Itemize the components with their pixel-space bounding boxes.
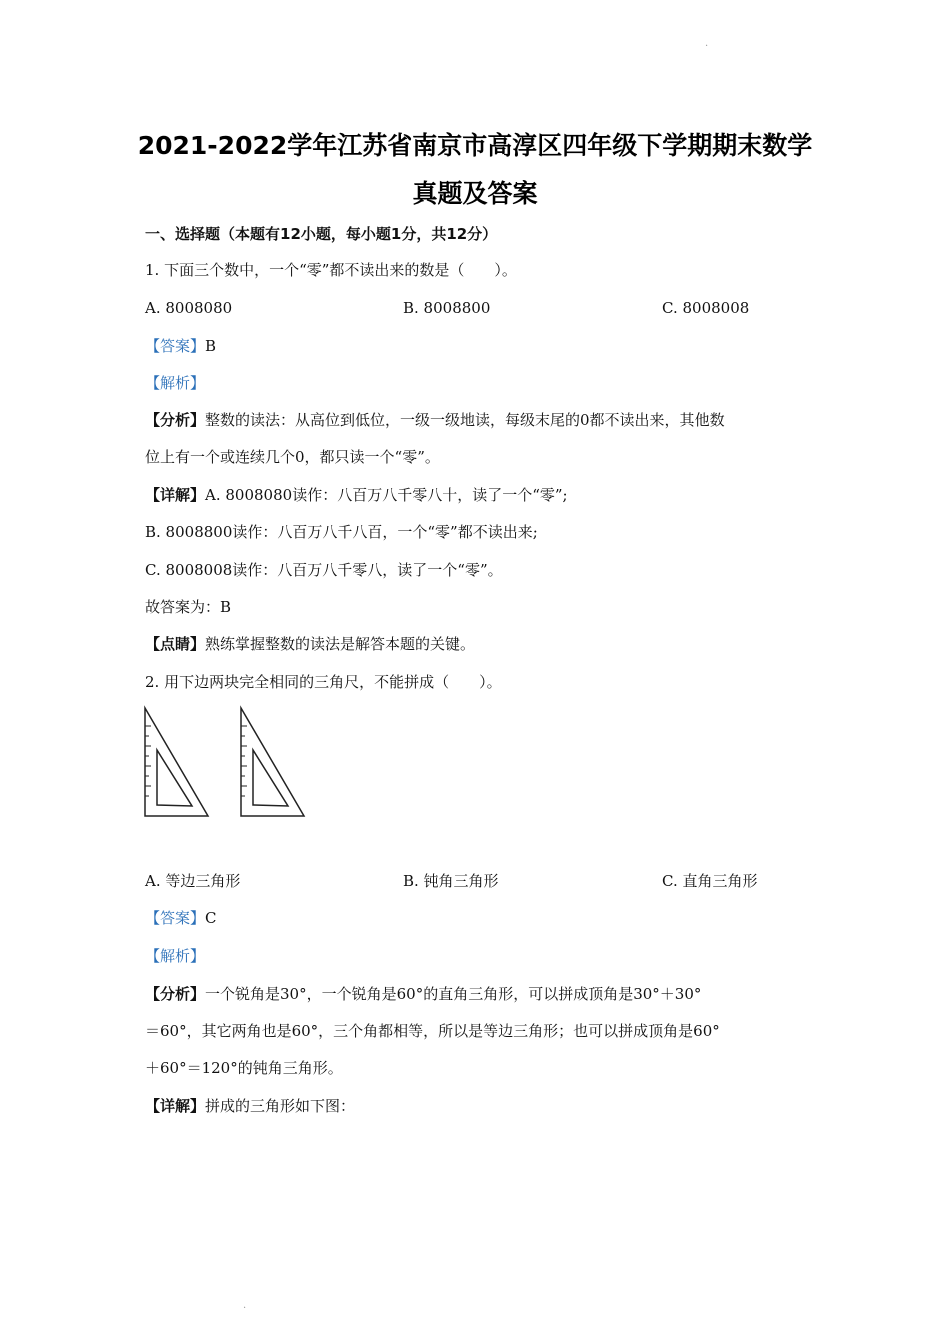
q1-answer — [145, 336, 216, 356]
q1-option-c: C. 8008008 — [662, 299, 750, 317]
q2-detail-text: 拼成的三角形如下图： — [205, 1097, 356, 1115]
q1-option-b: B. 8008800 — [403, 299, 491, 317]
q2-answer-value: C — [205, 909, 217, 927]
q2-fenxi-1 — [145, 984, 701, 1004]
q2-fenxi-tag: 【分析】 — [145, 985, 206, 1003]
section-heading: 一、选择题（本题有12小题，每小题1分，共12分） — [145, 225, 498, 243]
q2-option-a: A. 等边三角形 — [145, 872, 241, 890]
title-line-2: 真题及答案 — [412, 179, 538, 208]
q1-option-a: A. 8008080 — [145, 299, 233, 317]
q2-option-c: C. 直角三角形 — [662, 872, 758, 890]
q1-dianjing — [145, 634, 475, 654]
q1-detail-tag: 【详解】 — [145, 486, 206, 504]
set-square-right — [236, 704, 308, 820]
q1-fenxi-text-1: 整数的读法：从高位到低位，一级一级地读，每级末尾的0都不读出来，其他数 — [205, 411, 725, 429]
q2-answer — [145, 908, 217, 928]
q2-option-b: B. 钝角三角形 — [403, 872, 499, 890]
q1-dianjing-tag: 【点睛】 — [145, 635, 206, 653]
q2-analysis-tag: 【解析】 — [145, 947, 206, 965]
q1-fenxi-tag: 【分析】 — [145, 411, 206, 429]
q2-fenxi-3: ＋60°＝120°的钝角三角形。 — [145, 1059, 343, 1077]
q1-detail-b: B. 8008800读作：八百万八千八百，一个“零”都不读出来; — [145, 523, 538, 541]
q2-stem: 2. 用下边两块完全相同的三角尺，不能拼成（ ）。 — [145, 673, 502, 691]
footer-mark: . — [243, 1300, 247, 1311]
q1-detail-c: C. 8008008读作：八百万八千零八，读了一个“零”。 — [145, 561, 503, 579]
q2-detail — [145, 1096, 355, 1116]
q1-analysis-tag: 【解析】 — [145, 374, 206, 392]
q2-fenxi-text-1: 一个锐角是30°，一个锐角是60°的直角三角形，可以拼成顶角是30°＋30° — [205, 985, 702, 1003]
q1-dianjing-text: 熟练掌握整数的读法是解答本题的关键。 — [205, 635, 476, 653]
q1-detail-a-text: A. 8008080读作：八百万八千零八十，读了一个“零”; — [205, 486, 568, 504]
q2-fenxi-2: ＝60°，其它两角也是60°，三个角都相等，所以是等边三角形；也可以拼成顶角是60° — [145, 1022, 720, 1040]
header-mark: . — [705, 38, 709, 49]
q1-fenxi-2: 位上有一个或连续几个0，都只读一个“零”。 — [145, 448, 440, 466]
q1-stem: 1. 下面三个数中，一个“零”都不读出来的数是（ ）。 — [145, 261, 517, 279]
q2-answer-tag: 【答案】 — [145, 909, 206, 927]
q1-conclusion: 故答案为：B — [145, 598, 232, 616]
q1-answer-value: B — [205, 337, 217, 355]
q1-answer-tag: 【答案】 — [145, 337, 206, 355]
q1-detail-a — [145, 485, 568, 505]
q2-analysis — [145, 946, 205, 966]
q1-analysis — [145, 373, 205, 393]
q2-detail-tag: 【详解】 — [145, 1097, 206, 1115]
q1-fenxi-1 — [145, 410, 725, 430]
set-square-left — [140, 704, 212, 820]
title-line-1: 2021-2022学年江苏省南京市高淳区四年级下学期期末数学 — [137, 131, 813, 160]
